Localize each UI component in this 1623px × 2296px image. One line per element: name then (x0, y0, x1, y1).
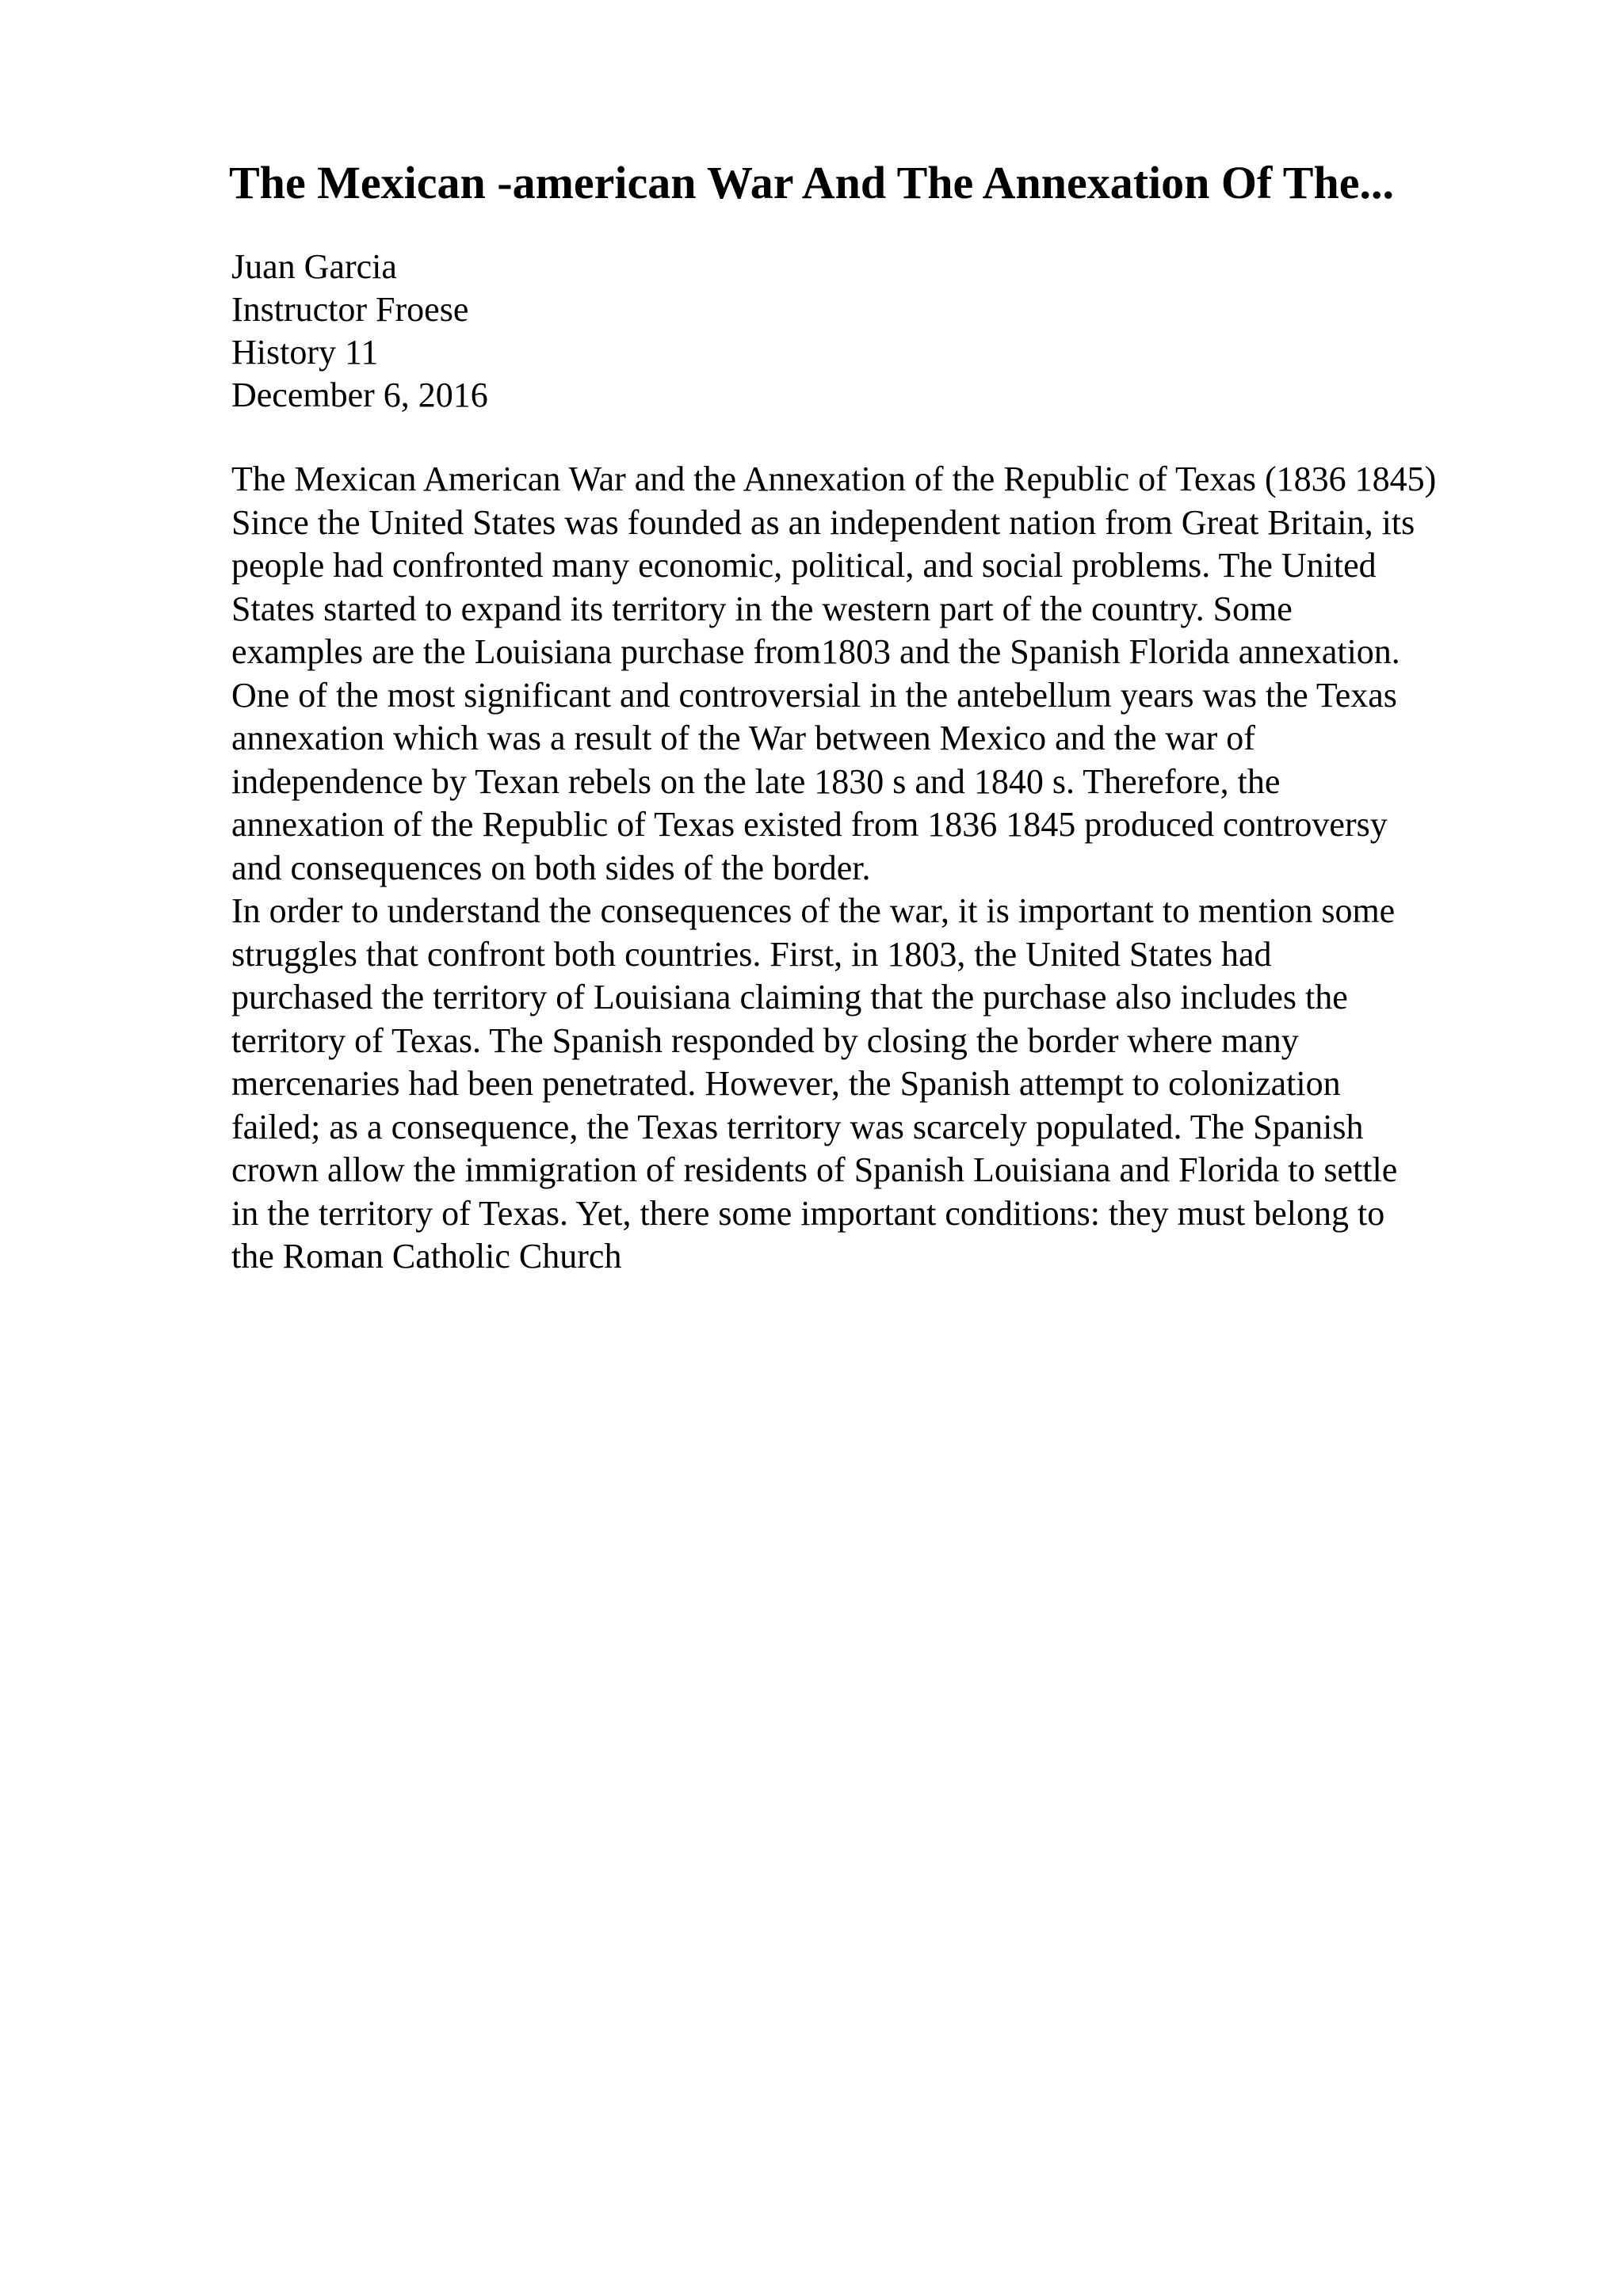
essay-line: In order to understand the consequences of the war, it is important to mention some (231, 891, 1396, 930)
essay-line: independence by Texan rebels on the late 1830 s and 1840 s. Therefore, the (231, 761, 1281, 801)
essay-line: Since the United States was founded as an independent nation from Great Britain, its (231, 502, 1415, 542)
essay-line: The Mexican American War and the Annexation of the Republic of Texas (1836 1845) (231, 460, 1437, 498)
essay-line: One of the most significant and controversial in the antebellum years was the Texas (231, 675, 1397, 715)
essay-line: territory of Texas. The Spanish responded by closing the border where many (231, 1020, 1299, 1060)
document-date: December 6, 2016 (231, 376, 488, 414)
essay-line: annexation of the Republic of Texas existed from 1836 1845 produced controversy (231, 805, 1388, 844)
document-title: The Mexican -american War And The Annexation Of The... (229, 157, 1394, 208)
essay-line: States started to expand its territory in the western part of the country. Some (231, 589, 1293, 628)
essay-line: people had confronted many economic, political, and social problems. The United (231, 546, 1377, 585)
instructor-name: Instructor Froese (231, 290, 469, 329)
essay-line: in the territory of Texas. Yet, there some important conditions: they must belong to (231, 1193, 1385, 1233)
essay-line: mercenaries had been penetrated. However, the Spanish attempt to colonization (231, 1064, 1341, 1103)
essay-line: annexation which was a result of the War between Mexico and the war of (231, 719, 1255, 757)
essay-line: the Roman Catholic Church (231, 1237, 622, 1276)
essay-line: struggles that confront both countries. First, in 1803, the United States had (231, 934, 1272, 974)
essay-body (231, 458, 1579, 1279)
author-name: Juan Garcia (231, 247, 397, 286)
essay-line: failed; as a consequence, the Texas territory was scarcely populated. The Spanish (231, 1107, 1364, 1146)
essay-line: crown allow the immigration of residents of Spanish Louisiana and Florida to settle (231, 1150, 1398, 1189)
essay-line: and consequences on both sides of the border. (231, 848, 871, 887)
essay-line: purchased the territory of Louisiana claiming that the purchase also includes the (231, 978, 1348, 1016)
course-name: History 11 (231, 333, 379, 372)
essay-line: examples are the Louisiana purchase from1803 and the Spanish Florida annexation. (231, 632, 1400, 671)
author-header (231, 246, 1579, 417)
